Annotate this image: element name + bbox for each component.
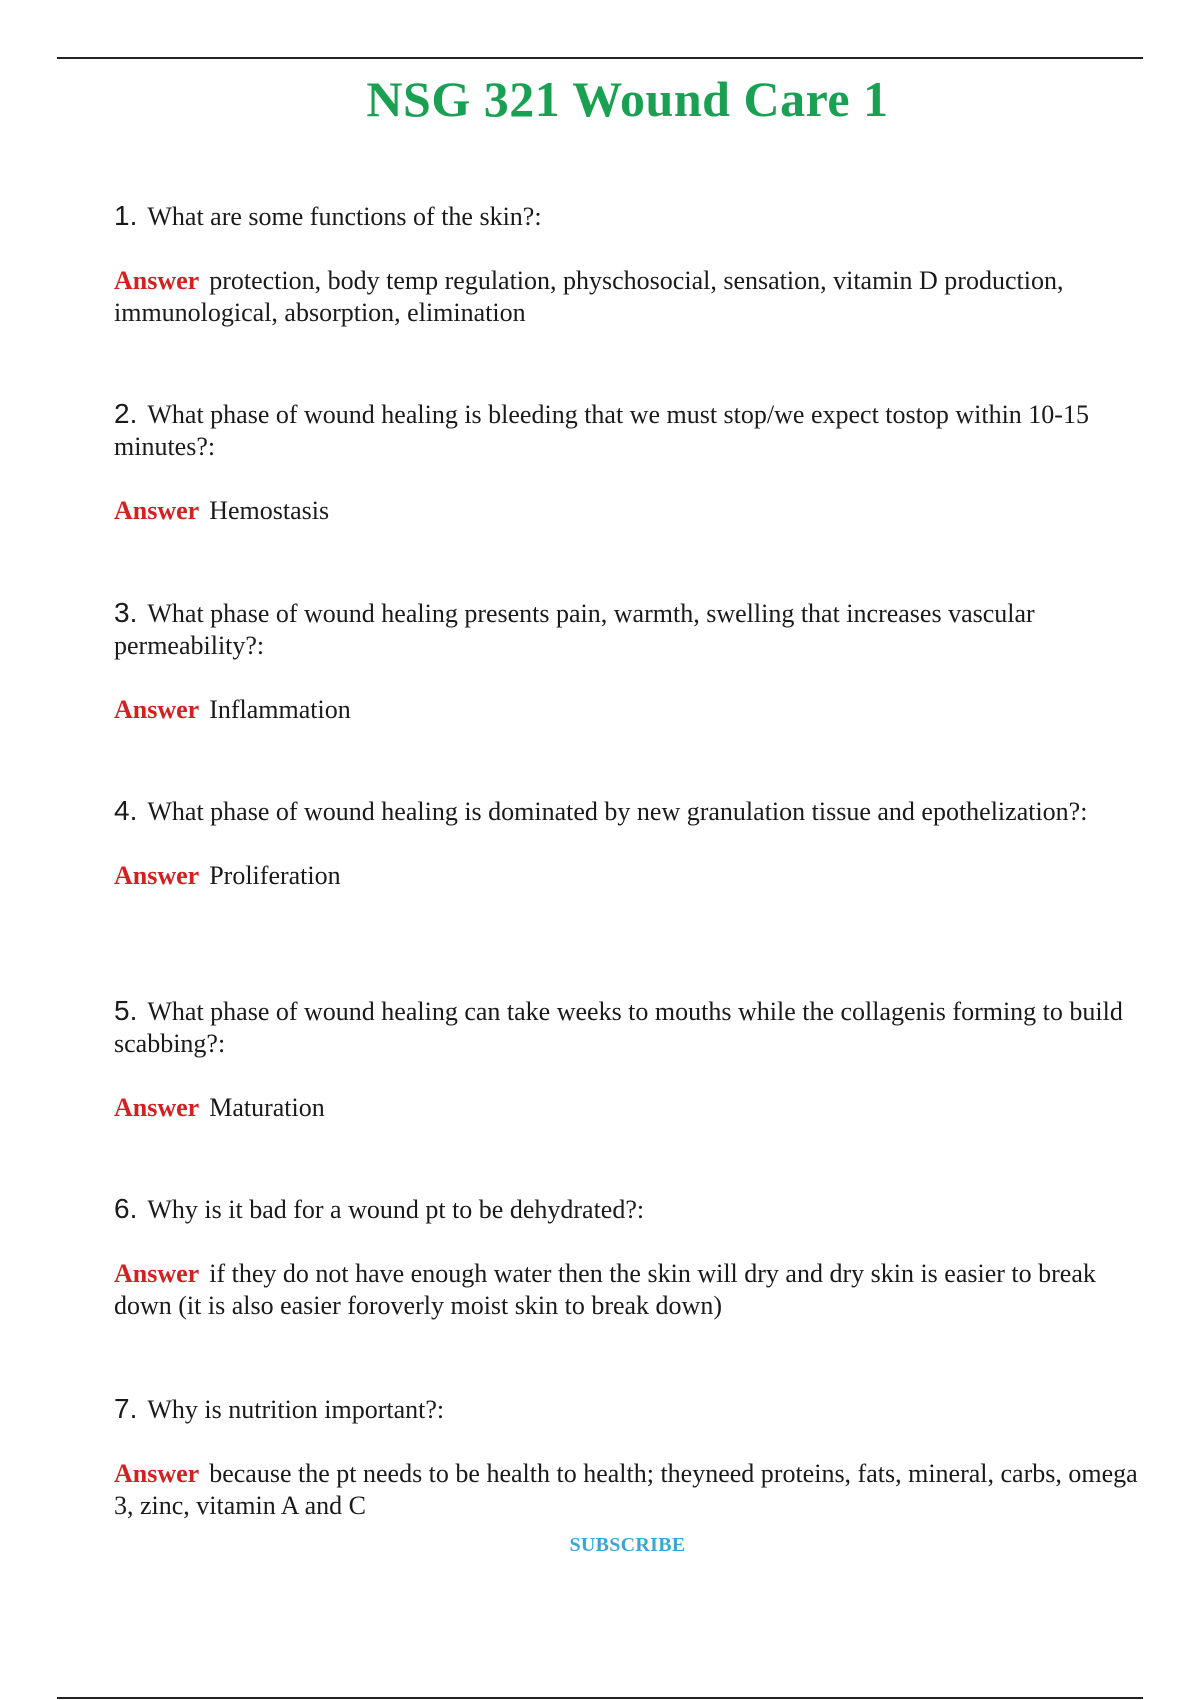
question-1	[114, 200, 1144, 233]
answer-text: because the pt needs to be health to health; theyneed proteins, fats, mineral, carbs, omega 3, zinc, vitamin A and C	[114, 1459, 1138, 1520]
answer-1	[114, 265, 1144, 329]
answer-text: Hemostasis	[209, 496, 330, 525]
qa-item-6	[114, 1193, 1144, 1322]
question-3	[114, 597, 1144, 662]
answer-4	[114, 860, 1144, 892]
document-title: NSG 321 Wound Care 1	[366, 71, 889, 127]
answer-label: Answer	[114, 266, 200, 295]
answer-label: Answer	[114, 496, 200, 525]
answer-label: Answer	[114, 1093, 200, 1122]
qa-item-5	[114, 995, 1144, 1124]
answer-text: Proliferation	[209, 861, 341, 890]
question-number: 3.	[114, 597, 138, 628]
qa-item-4	[114, 795, 1144, 892]
answer-label: Answer	[114, 1259, 200, 1288]
answer-text: if they do not have enough water then the skin will dry and dry skin is easier to break down (it is also easier foroverly moist skin to break down)	[114, 1259, 1096, 1320]
answer-label: Answer	[114, 1459, 200, 1488]
qa-item-3	[114, 597, 1144, 726]
answer-label: Answer	[114, 695, 200, 724]
answer-5	[114, 1092, 1144, 1124]
question-text: What phase of wound healing can take weeks to mouths while the collagenis forming to build scabbing?:	[114, 997, 1123, 1058]
answer-2	[114, 495, 1144, 527]
question-text: What are some functions of the skin?:	[147, 202, 542, 231]
question-number: 1.	[114, 200, 138, 231]
question-text: What phase of wound healing is dominated by new granulation tissue and epothelization?:	[147, 797, 1088, 826]
question-text: What phase of wound healing presents pain, warmth, swelling that increases vascular permeability?:	[114, 599, 1035, 660]
bottom-rule	[57, 1697, 1143, 1699]
top-rule	[57, 57, 1143, 59]
answer-label: Answer	[114, 861, 200, 890]
qa-item-1	[114, 200, 1144, 329]
question-7	[114, 1393, 1144, 1426]
question-number: 4.	[114, 795, 138, 826]
question-5	[114, 995, 1144, 1060]
question-number: 6.	[114, 1193, 138, 1224]
question-text: Why is it bad for a wound pt to be dehydrated?:	[147, 1195, 645, 1224]
question-text: Why is nutrition important?:	[147, 1395, 445, 1424]
answer-3	[114, 694, 1144, 726]
question-text: What phase of wound healing is bleeding that we must stop/we expect tostop within 10-15 minutes?:	[114, 400, 1089, 461]
question-number: 5.	[114, 995, 138, 1026]
answer-6	[114, 1258, 1144, 1322]
answer-text: protection, body temp regulation, physchosocial, sensation, vitamin D production, immunological, absorption, elimination	[114, 266, 1064, 327]
question-4	[114, 795, 1144, 828]
subscribe-link[interactable]: SUBSCRIBE	[569, 1534, 686, 1556]
answer-text: Inflammation	[209, 695, 351, 724]
answer-7	[114, 1458, 1144, 1522]
question-number: 7.	[114, 1393, 138, 1424]
qa-item-2	[114, 398, 1144, 527]
answer-text: Maturation	[209, 1093, 325, 1122]
question-6	[114, 1193, 1144, 1226]
question-2	[114, 398, 1144, 463]
question-number: 2.	[114, 398, 138, 429]
qa-item-7	[114, 1393, 1144, 1522]
